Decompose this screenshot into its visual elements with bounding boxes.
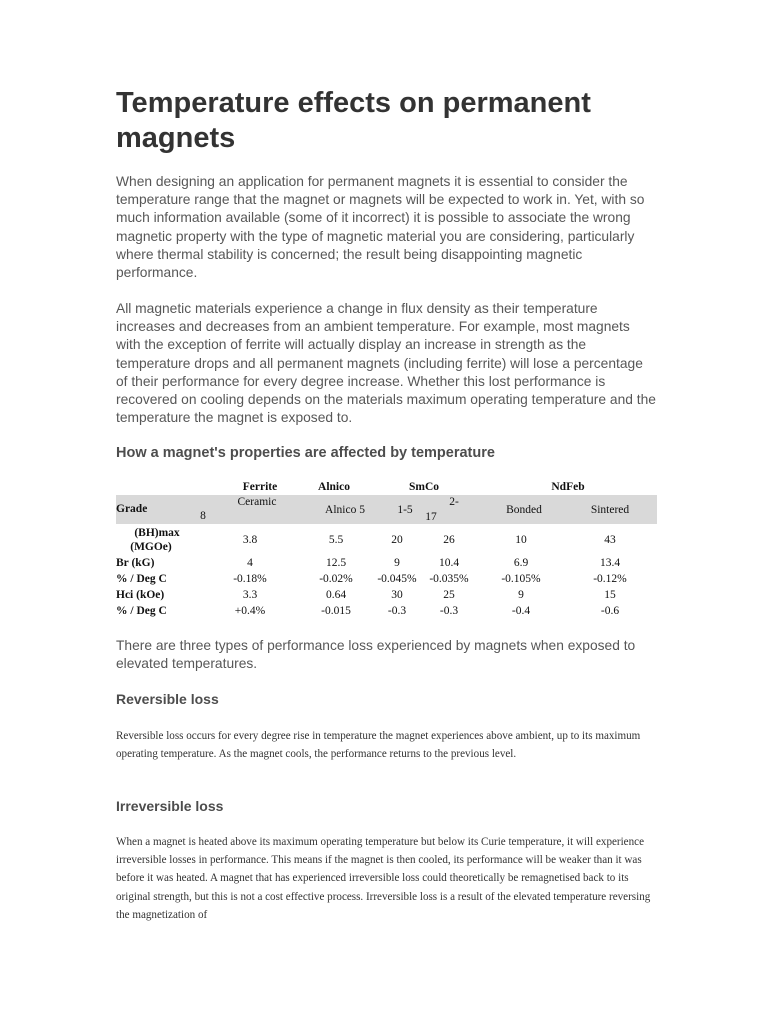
intro-paragraph-1: When designing an application for permanent magnets it is essential to consider the temperature range that the magnet or magnets will be expected to work in. Yet, with so much information available (some of it incorrect) it is possible to associate the wrong magnetic property with the type of magnetic material you are considering, particularly where thermal stability is concerned; the result being disappointing magnetic performance. xyxy=(116,174,645,281)
row-label-br: Br (kG) xyxy=(116,557,155,569)
cell-hcicoef-smco217: -0.3 xyxy=(439,605,459,617)
cell-hci-smco217: 25 xyxy=(443,589,455,601)
cell-br-bonded: 6.9 xyxy=(513,557,529,569)
reversible-text: Reversible loss occurs for every degree rise in temperature the magnet experiences above ambient, up to its maximum operating temperature. As the magnet cools, the performance returns to the previous level. xyxy=(116,730,641,761)
cell-hci-smco15: 30 xyxy=(391,589,403,601)
cell-brcoef-smco217: -0.035% xyxy=(429,573,469,585)
row-label-hci-temp-coeff: % / Deg C xyxy=(116,605,167,617)
grade-smco-1-5: 1-5 xyxy=(397,504,413,516)
irreversible-heading: Irreversible loss xyxy=(116,798,224,814)
cell-hci-bonded: 9 xyxy=(518,589,524,601)
cell-brcoef-alnico: -0.02% xyxy=(319,573,353,585)
row-label-hci: Hci (kOe) xyxy=(116,589,165,601)
family-smco: SmCo xyxy=(408,481,440,493)
cell-br-smco15: 9 xyxy=(394,557,400,569)
cell-bhmax-smco15: 20 xyxy=(391,534,403,546)
cell-bhmax-alnico: 5.5 xyxy=(328,534,344,546)
cell-hci-ferrite: 3.3 xyxy=(242,589,258,601)
row-label-bhmax: (BH)max xyxy=(134,527,180,539)
cell-hci-sintered: 15 xyxy=(604,589,616,601)
section-heading: How a magnet's properties are affected by temperature xyxy=(116,445,495,461)
cell-hcicoef-smco15: -0.3 xyxy=(387,605,407,617)
cell-hci-alnico: 0.64 xyxy=(325,589,347,601)
cell-brcoef-bonded: -0.105% xyxy=(501,573,541,585)
irreversible-text: When a magnet is heated above its maximum operating temperature but below its Curie temperature, it will experience irreversible losses in performance. This means if the magnet is then cooled, its performance will be weaker than it was before it was heated. A magnet that has experienced irreversible loss could theoretically be remagnetised back to its original strength, but this is not a cost effective process. Irreversible loss is a result of the elevated temperature reversing the magnetization of xyxy=(116,836,651,921)
cell-brcoef-ferrite: -0.18% xyxy=(233,573,267,585)
cell-hcicoef-alnico: -0.015 xyxy=(321,605,351,617)
cell-br-sintered: 13.4 xyxy=(599,557,621,569)
intro-paragraph-2: All magnetic materials experience a change in flux density as their temperature increases and decreases from an ambient temperature. For example, most magnets with the exception of ferrite will actually display an increase in strength as the temperature drops and all permanent magnets (including ferrite) will lose a percentage of their performance for every degree increase. Whether this lost performance is recovered on cooling depends on the materials maximum operating temperature and the temperature the magnet is exposed to. xyxy=(116,301,656,426)
grade-label: Grade xyxy=(116,503,148,515)
cell-hcicoef-bonded: -0.4 xyxy=(511,605,531,617)
cell-hcicoef-ferrite: +0.4% xyxy=(234,605,266,617)
row-label-br-temp-coeff: % / Deg C xyxy=(116,573,167,585)
cell-bhmax-ferrite: 3.8 xyxy=(242,534,258,546)
cell-hcicoef-sintered: -0.6 xyxy=(600,605,620,617)
row-label-bhmax-unit: (MGOe) xyxy=(130,541,172,553)
cell-bhmax-smco217: 26 xyxy=(443,534,455,546)
cell-bhmax-bonded: 10 xyxy=(515,534,527,546)
cell-br-smco217: 10.4 xyxy=(438,557,460,569)
reversible-heading: Reversible loss xyxy=(116,691,219,707)
page-title: Temperature effects on permanent magnets xyxy=(116,87,591,154)
cell-brcoef-smco15: -0.045% xyxy=(377,573,417,585)
grade-bonded: Bonded xyxy=(506,504,542,516)
grade-sintered: Sintered xyxy=(590,504,630,516)
cell-brcoef-sintered: -0.12% xyxy=(593,573,627,585)
grade-smco-2-17-a: 2- xyxy=(449,496,459,508)
loss-intro-paragraph: There are three types of performance loss experienced by magnets when exposed to elevated temperatures. xyxy=(116,638,636,672)
family-ferrite: Ferrite xyxy=(242,481,278,493)
cell-br-ferrite: 4 xyxy=(247,557,253,569)
family-alnico: Alnico xyxy=(318,481,350,493)
grade-ceramic-number: 8 xyxy=(200,510,206,522)
cell-br-alnico: 12.5 xyxy=(325,557,347,569)
grade-alnico: Alnico 5 xyxy=(325,504,365,516)
grade-ceramic: Ceramic xyxy=(237,496,277,508)
grade-smco-2-17-b: 17 xyxy=(425,511,437,523)
cell-bhmax-sintered: 43 xyxy=(604,534,616,546)
family-ndfeb: NdFeb xyxy=(551,481,585,493)
